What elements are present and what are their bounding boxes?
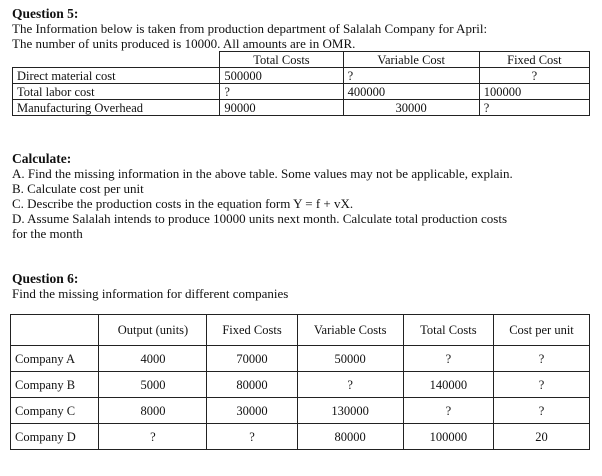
row-label: Manufacturing Overhead bbox=[13, 100, 220, 116]
table-cell: ? bbox=[207, 424, 297, 450]
question-5-title: Question 5: bbox=[12, 6, 79, 21]
table-cell: ? bbox=[343, 68, 479, 84]
table-cell: ? bbox=[494, 398, 590, 424]
table-cell: 4000 bbox=[99, 346, 207, 372]
table-cell: 100000 bbox=[479, 84, 589, 100]
question-5-intro-line-1: The Information below is taken from production department of Salalah Company for April: bbox=[12, 21, 488, 36]
table-cell: 8000 bbox=[99, 398, 207, 424]
calculate-item-b: B. Calculate cost per unit bbox=[12, 181, 144, 196]
table-cell: 20 bbox=[494, 424, 590, 450]
cost-table-header-row bbox=[13, 52, 590, 68]
calculate-item-a: A. Find the missing information in the above table. Some values may not be applicable, explain. bbox=[12, 166, 513, 181]
table-cell: ? bbox=[403, 398, 493, 424]
table-cell: 80000 bbox=[207, 372, 297, 398]
row-label: Company A bbox=[11, 346, 99, 372]
table-cell: 30000 bbox=[207, 398, 297, 424]
table-cell: ? bbox=[220, 84, 343, 100]
table-cell: 30000 bbox=[343, 100, 479, 116]
cost-table-header-total: Total Costs bbox=[220, 52, 343, 68]
row-label: Company B bbox=[11, 372, 99, 398]
table-row bbox=[13, 100, 590, 116]
companies-header-total: Total Costs bbox=[403, 315, 493, 346]
table-row bbox=[13, 84, 590, 100]
table-cell: 80000 bbox=[297, 424, 403, 450]
question-6-intro: Find the missing information for different companies bbox=[12, 286, 289, 301]
row-label: Company D bbox=[11, 424, 99, 450]
row-label: Direct material cost bbox=[13, 68, 220, 84]
cost-table bbox=[12, 51, 590, 116]
table-row bbox=[11, 346, 590, 372]
table-cell: 70000 bbox=[207, 346, 297, 372]
cost-table-header-variable: Variable Cost bbox=[343, 52, 479, 68]
table-cell: ? bbox=[297, 372, 403, 398]
question-6-title: Question 6: bbox=[12, 271, 79, 286]
table-cell: ? bbox=[479, 100, 589, 116]
table-cell: 90000 bbox=[220, 100, 343, 116]
calculate-item-d-continued: for the month bbox=[12, 226, 83, 241]
calculate-item-c: C. Describe the production costs in the equation form Y = f + vX. bbox=[12, 196, 354, 211]
table-cell: ? bbox=[403, 346, 493, 372]
table-row bbox=[13, 68, 590, 84]
table-row bbox=[11, 398, 590, 424]
question-6-section bbox=[12, 271, 592, 301]
calculate-title: Calculate: bbox=[12, 151, 72, 166]
table-cell: 130000 bbox=[297, 398, 403, 424]
table-row bbox=[11, 424, 590, 450]
row-label: Company C bbox=[11, 398, 99, 424]
companies-header-fixed: Fixed Costs bbox=[207, 315, 297, 346]
companies-header-output: Output (units) bbox=[99, 315, 207, 346]
table-cell: ? bbox=[99, 424, 207, 450]
table-cell: 100000 bbox=[403, 424, 493, 450]
companies-header-variable: Variable Costs bbox=[297, 315, 403, 346]
table-cell: 5000 bbox=[99, 372, 207, 398]
companies-table-header-row bbox=[11, 315, 590, 346]
table-cell: ? bbox=[479, 68, 589, 84]
calculate-item-d: D. Assume Salalah intends to produce 10000 units next month. Calculate total production costs bbox=[12, 211, 508, 226]
calculate-section bbox=[12, 151, 592, 241]
question-5-intro-line-2: The number of units produced is 10000. All amounts are in OMR. bbox=[12, 36, 356, 51]
table-cell: 500000 bbox=[220, 68, 343, 84]
companies-header-cost-per-unit: Cost per unit bbox=[494, 315, 590, 346]
table-cell: 400000 bbox=[343, 84, 479, 100]
row-label: Total labor cost bbox=[13, 84, 220, 100]
cost-table-header-fixed: Fixed Cost bbox=[479, 52, 589, 68]
table-cell: 50000 bbox=[297, 346, 403, 372]
cost-table-header-blank bbox=[13, 52, 220, 68]
table-cell: ? bbox=[494, 346, 590, 372]
table-row bbox=[11, 372, 590, 398]
question-5-section bbox=[12, 6, 592, 116]
companies-header-blank bbox=[11, 315, 99, 346]
companies-table bbox=[10, 314, 590, 450]
table-cell: ? bbox=[494, 372, 590, 398]
table-cell: 140000 bbox=[403, 372, 493, 398]
